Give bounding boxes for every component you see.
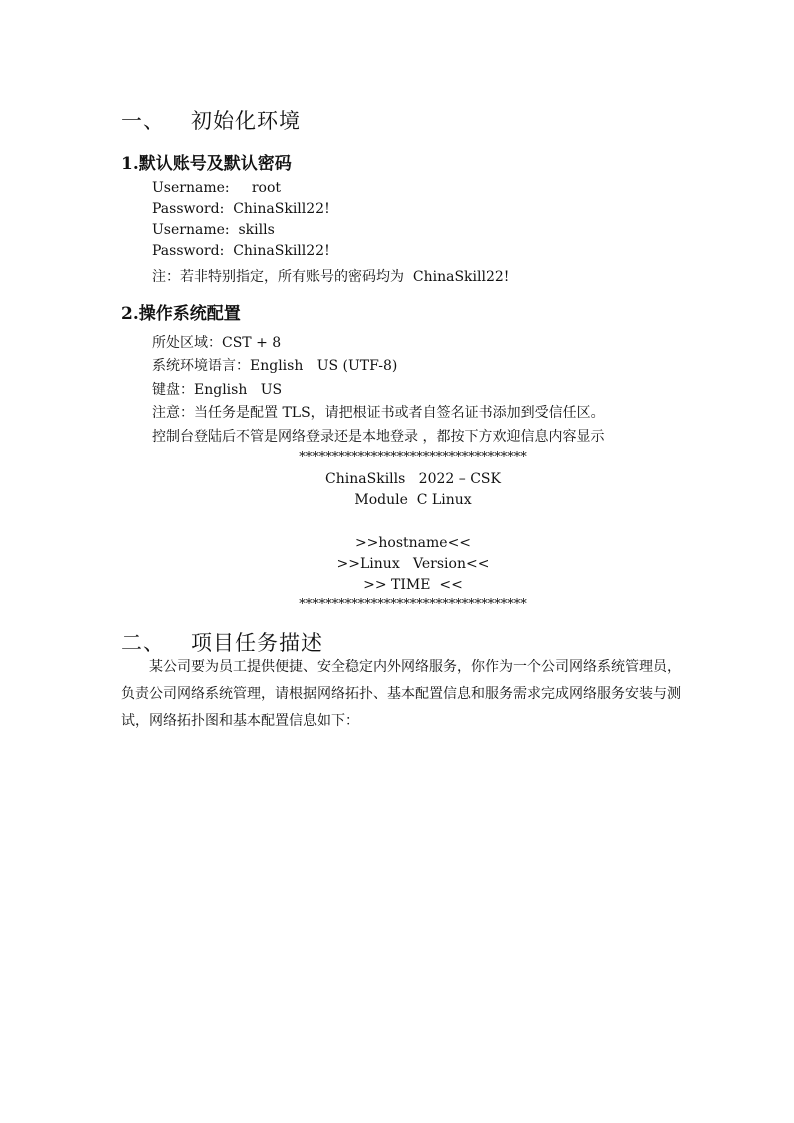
banner-line-3: >>hostname<< — [354, 535, 472, 551]
subsection-title-accounts: 1.默认账号及默认密码 — [121, 154, 292, 174]
task-description-paragraph: 某公司要为员工提供便捷、安全稳定内外网络服务，你作为一个公司网络系统管理员，负责公司网络系统管理，请根据网络拓扑、基本配置信息和服务需求完成网络服务安装与测试，网络拓扑图和基本配置信息如下： — [121, 659, 681, 729]
account-line-1: Username: root — [152, 180, 282, 196]
config-line-keyboard: 键盘：English US — [152, 382, 283, 398]
config-line-region: 所处区域：CST + 8 — [152, 335, 282, 351]
section-title-2: 项目任务描述 — [191, 631, 323, 655]
account-line-4: Password: ChinaSkill22! — [152, 243, 330, 259]
banner-line-2: Module C Linux — [354, 492, 472, 508]
config-line-language: 系统环境语言：English US (UTF-8) — [152, 358, 398, 374]
banner-line-4: >>Linux Version<< — [336, 556, 490, 572]
config-note-banner: 控制台登陆后不管是网络登录还是本地登录 ，都按下方欢迎信息内容显示 — [152, 429, 605, 445]
account-note: 注：若非特别指定，所有账号的密码均为 ChinaSkill22! — [152, 269, 510, 285]
banner-stars-top: *********************************** — [299, 450, 527, 465]
section-heading-1 — [121, 105, 301, 135]
section-title-1: 初始化环境 — [191, 109, 301, 133]
banner-stars-bottom: *********************************** — [299, 597, 527, 612]
config-note-tls: 注意：当任务是配置 TLS，请把根证书或者自签名证书添加到受信任区。 — [152, 405, 605, 421]
banner-line-5: >> TIME << — [363, 577, 463, 593]
section-heading-2 — [121, 627, 323, 657]
account-line-2: Password: ChinaSkill22! — [152, 201, 330, 217]
subsection-title-os-config: 2.操作系统配置 — [121, 304, 241, 324]
banner-line-1: ChinaSkills 2022 – CSK — [325, 471, 501, 487]
section-number-2: 二、 — [121, 631, 165, 655]
section-number-1: 一、 — [121, 109, 165, 133]
account-line-3: Username: skills — [152, 222, 275, 238]
